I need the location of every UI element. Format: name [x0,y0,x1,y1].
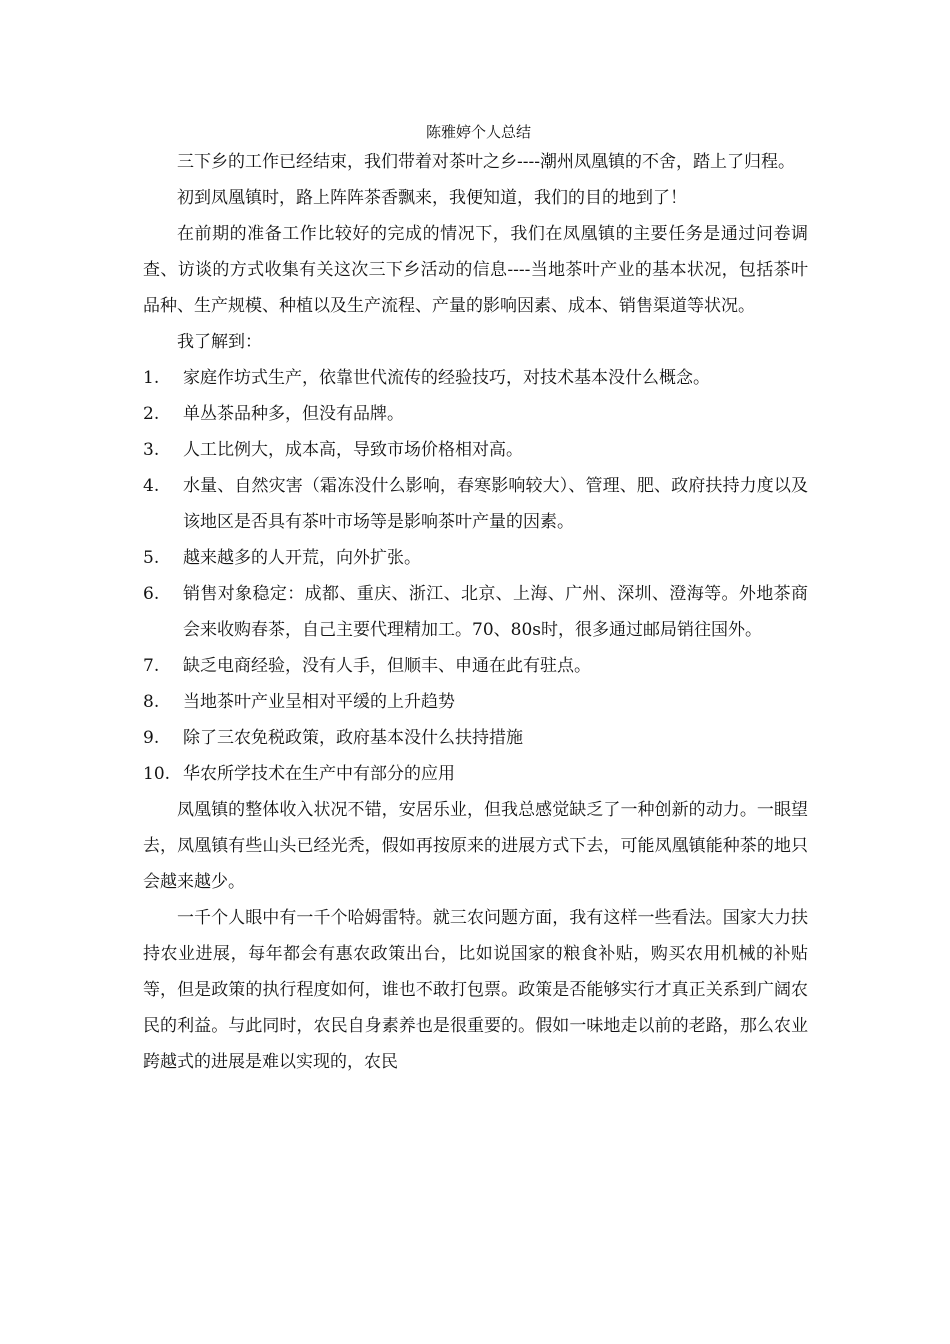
list-item-number: 2. [143,404,160,424]
document-page [143,122,808,1080]
list-item [143,648,808,684]
list-item-text: 华农所学技术在生产中有部分的应用 [183,764,455,784]
paragraph-intro: 三下乡的工作已经结束，我们带着对茶叶之乡----潮州凤凰镇的不舍，踏上了归程。 [177,152,795,172]
list-item-text: 单丛茶品种多，但没有品牌。 [183,404,404,424]
list-item [143,756,808,792]
list-item-number: 9. [143,728,160,748]
list-item-text: 家庭作坊式生产，依靠世代流传的经验技巧，对技术基本没什么概念。 [183,368,710,388]
list-item [143,360,808,396]
paragraph-views-on-agriculture: 一千个人眼中有一千个哈姆雷特。就三农问题方面，我有这样一些看法。国家大力扶持农业进展，每年都会有惠农政策出台，比如说国家的粮食补贴，购买农用机械的补贴等，但是政策的执行程度如何，谁也不敢打包票。政策是否能够实行才真正关系到广阔农民的利益。与此同时，农民自身素养也是很重要的。假如一味地走以前的老路，那么农业跨越式的进展是难以实现的，农民 [143,908,808,1072]
list-item-text: 当地茶叶产业呈相对平缓的上升趋势 [183,692,455,712]
list-item-number: 3. [143,440,160,460]
list-item [143,684,808,720]
list-item-text: 销售对象稳定：成都、重庆、浙江、北京、上海、广州、深圳、澄海等。外地茶商会来收购春茶，自己主要代理精加工。70、80s时，很多通过邮局销往国外。 [183,584,808,640]
paragraph-tasks: 在前期的准备工作比较好的完成的情况下，我们在凤凰镇的主要任务是通过问卷调查、访谈的方式收集有关这次三下乡活动的信息----当地茶叶产业的基本状况，包括茶叶品种、生产规模、种植以及生产流程、产量的影响因素、成本、销售渠道等状况。 [143,224,808,316]
paragraph-arrival: 初到凤凰镇时，路上阵阵茶香飘来，我便知道，我们的目的地到了！ [177,188,687,208]
list-item [143,720,808,756]
list-item-number: 6. [143,584,160,604]
list-item-number: 4. [143,476,160,496]
list-item [143,540,808,576]
list-item-text: 缺乏电商经验，没有人手，但顺丰、申通在此有驻点。 [183,656,591,676]
list-item [143,468,808,540]
list-item-number: 10. [143,764,171,784]
list-item-number: 1. [143,368,160,388]
list-item-number: 7. [143,656,160,676]
document-title: 陈雅婷个人总结 [425,123,531,141]
paragraph-findings-lead: 我了解到： [177,332,262,352]
list-item-text: 水量、自然灾害（霜冻没什么影响，春寒影响较大）、管理、肥、政府扶持力度以及该地区是否具有茶叶市场等是影响茶叶产量的因素。 [183,476,808,532]
list-item [143,576,808,648]
list-item-text: 越来越多的人开荒，向外扩张。 [183,548,421,568]
list-item-number: 8. [143,692,160,712]
list-item [143,432,808,468]
paragraph-overall-income: 凤凰镇的整体收入状况不错，安居乐业，但我总感觉缺乏了一种创新的动力。一眼望去，凤凰镇有些山头已经光秃，假如再按原来的进展方式下去，可能凤凰镇能种茶的地只会越来越少。 [143,800,808,892]
list-item-text: 除了三农免税政策，政府基本没什么扶持措施 [183,728,523,748]
findings-list [143,360,808,792]
list-item [143,396,808,432]
list-item-text: 人工比例大，成本高，导致市场价格相对高。 [183,440,523,460]
list-item-number: 5. [143,548,160,568]
